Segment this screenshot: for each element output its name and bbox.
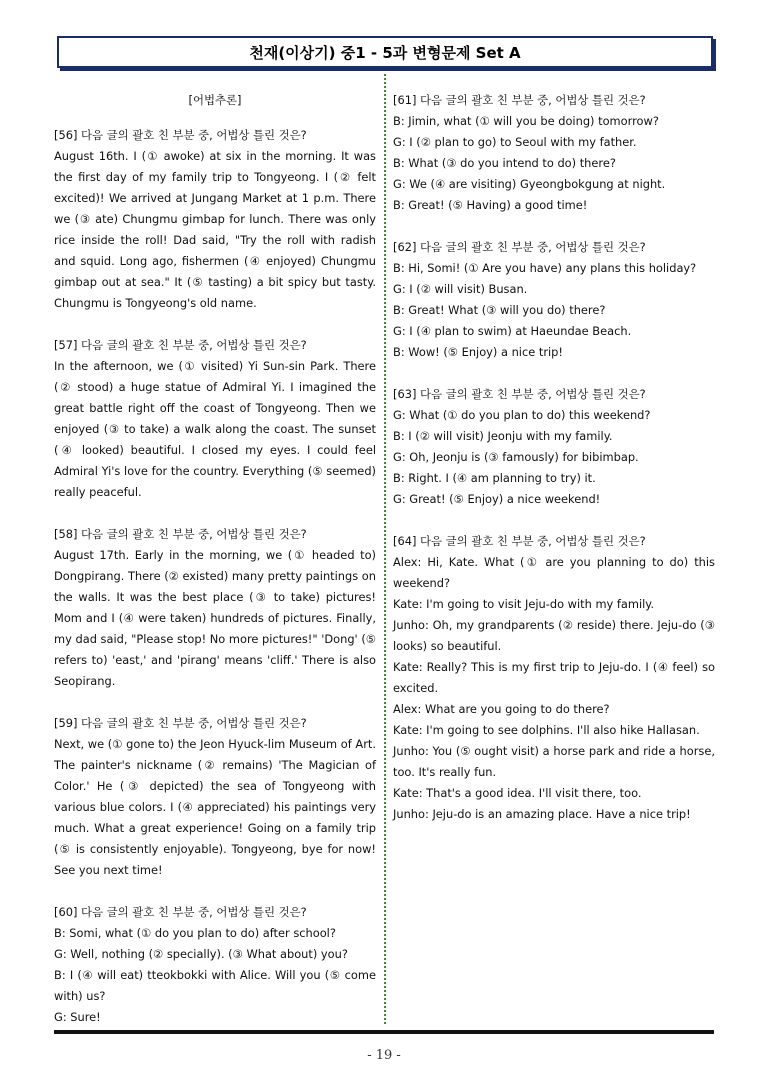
question-title: [62] 다음 글의 괄호 친 부분 중, 어법상 틀린 것은? — [393, 240, 646, 254]
question-62 — [393, 237, 715, 363]
dialogue-line: G: I (② plan to go) to Seoul with my father. — [393, 135, 637, 149]
question-title: [64] 다음 글의 괄호 친 부분 중, 어법상 틀린 것은? — [393, 534, 646, 548]
page-header — [57, 36, 713, 68]
dialogue-line: Alex: Hi, Kate. What (① are you planning to do) this weekend? — [393, 555, 715, 590]
dialogue-line: G: What (① do you plan to do) this weekend? — [393, 408, 651, 422]
question-title: [57] 다음 글의 괄호 친 부분 중, 어법상 틀린 것은? — [54, 338, 307, 352]
question-56 — [54, 125, 376, 314]
dialogue-line: G: Oh, Jeonju is (③ famously) for bibimbap. — [393, 450, 639, 464]
dialogue-line: G: I (④ plan to swim) at Haeundae Beach. — [393, 324, 632, 338]
dialogue-line: B: I (② will visit) Jeonju with my family. — [393, 429, 613, 443]
section-label: [어법추론] — [188, 93, 242, 107]
dialogue-line: G: I (② will visit) Busan. — [393, 282, 528, 296]
dialogue-line: G: We (④ are visiting) Gyeongbokgung at night. — [393, 177, 666, 191]
question-64 — [393, 531, 715, 825]
right-column — [393, 90, 715, 846]
question-passage: August 17th. Early in the morning, we (① headed to) Dongpirang. There (② existed) many pretty paintings on the walls. It was the best place (③ to take) pictures! Mom and I (④ were taken) hundreds of pictures. Finally, my dad said, "Please stop! No more pictures!" 'Dong' (⑤ refers to) 'east,' and 'pirang' means 'cliff.' There is also Seopirang. — [54, 548, 376, 688]
dialogue-line: B: What (③ do you intend to do) there? — [393, 156, 616, 170]
dialogue-line: G: Great! (⑤ Enjoy) a nice weekend! — [393, 492, 601, 506]
dialogue-line: Kate: Really? This is my first trip to Jeju-do. I (④ feel) so excited. — [393, 660, 715, 695]
question-title: [59] 다음 글의 괄호 친 부분 중, 어법상 틀린 것은? — [54, 716, 307, 730]
dialogue-line: Alex: What are you going to do there? — [393, 702, 610, 716]
dialogue-line: B: Wow! (⑤ Enjoy) a nice trip! — [393, 345, 563, 359]
question-title: [63] 다음 글의 괄호 친 부분 중, 어법상 틀린 것은? — [393, 387, 646, 401]
dialogue-line: B: Right. I (④ am planning to try) it. — [393, 471, 596, 485]
question-58 — [54, 524, 376, 692]
dialogue-line: B: Hi, Somi! (① Are you have) any plans this holiday? — [393, 261, 697, 275]
dialogue-line: B: Great! What (③ will you do) there? — [393, 303, 606, 317]
dialogue-line: G: Sure! — [54, 1010, 101, 1024]
dialogue-line: G: Well, nothing (② specially). (③ What about) you? — [54, 947, 348, 961]
dialogue-line: Kate: That's a good idea. I'll visit there, too. — [393, 786, 642, 800]
dialogue-line: B: Jimin, what (① will you be doing) tomorrow? — [393, 114, 659, 128]
dialogue-line: Kate: I'm going to visit Jeju-do with my family. — [393, 597, 655, 611]
dialogue-line: B: Somi, what (① do you plan to do) after school? — [54, 926, 336, 940]
page-title: 천재(이상기) 중1 - 5과 변형문제 Set A — [249, 43, 521, 62]
question-passage: In the afternoon, we (① visited) Yi Sun-sin Park. There (② stood) a huge statue of Admiral Yi. I imagined the great battle right off the coast of Tongyeong. Then we enjoyed (③ to take) a walk along the coast. The sunset (④ looked) beautiful. I closed my eyes. I could feel Admiral Yi's love for the country. Everything (⑤ seemed) really peaceful. — [54, 359, 376, 499]
question-title: [60] 다음 글의 괄호 친 부분 중, 어법상 틀린 것은? — [54, 905, 307, 919]
dialogue-line: Junho: You (⑤ ought visit) a horse park and ride a horse, too. It's really fun. — [393, 744, 715, 779]
dialogue-line: B: I (④ will eat) tteokbokki with Alice. Will you (⑤ come with) us? — [54, 968, 376, 1003]
question-passage: August 16th. I (① awoke) at six in the morning. It was the first day of my family trip to Tongyeong. I (② felt excited)! We arrived at Jungang Market at 1 p.m. There we (③ ate) Chungmu gimbap for lunch. There was only rice inside the roll! Dad said, "Try the roll with radish and squid. Long ago, fishermen (④ enjoyed) Chungmu gimbap out at sea." It (⑤ tasting) a bit spicy but tasty. Chungmu is Tongyeong's old name. — [54, 149, 376, 310]
column-divider — [384, 74, 386, 1024]
question-63 — [393, 384, 715, 510]
question-61 — [393, 90, 715, 216]
question-title: [61] 다음 글의 괄호 친 부분 중, 어법상 틀린 것은? — [393, 93, 646, 107]
dialogue-line: B: Great! (⑤ Having) a good time! — [393, 198, 588, 212]
dialogue-line: Junho: Jeju-do is an amazing place. Have a nice trip! — [393, 807, 691, 821]
question-title: [58] 다음 글의 괄호 친 부분 중, 어법상 틀린 것은? — [54, 527, 307, 541]
footer-rule — [54, 1030, 714, 1034]
dialogue-line: Junho: Oh, my grandparents (② reside) there. Jeju-do (③ looks) so beautiful. — [393, 618, 715, 653]
page-number: - 19 - — [367, 1048, 401, 1063]
question-57 — [54, 335, 376, 503]
question-title: [56] 다음 글의 괄호 친 부분 중, 어법상 틀린 것은? — [54, 128, 307, 142]
question-59 — [54, 713, 376, 881]
question-passage: Next, we (① gone to) the Jeon Hyuck-lim Museum of Art. The painter's nickname (② remains) 'The Magician of Color.' He (③ depicted) the sea of Tongyeong with various blue colors. I (④ appreciated) his paintings very much. What a great experience! Going on a family trip (⑤ is consistently enjoyable). Tongyeong, bye for now! See you next time! — [54, 737, 376, 877]
left-column — [54, 90, 376, 1049]
question-60 — [54, 902, 376, 1028]
dialogue-line: Kate: I'm going to see dolphins. I'll also hike Hallasan. — [393, 723, 700, 737]
